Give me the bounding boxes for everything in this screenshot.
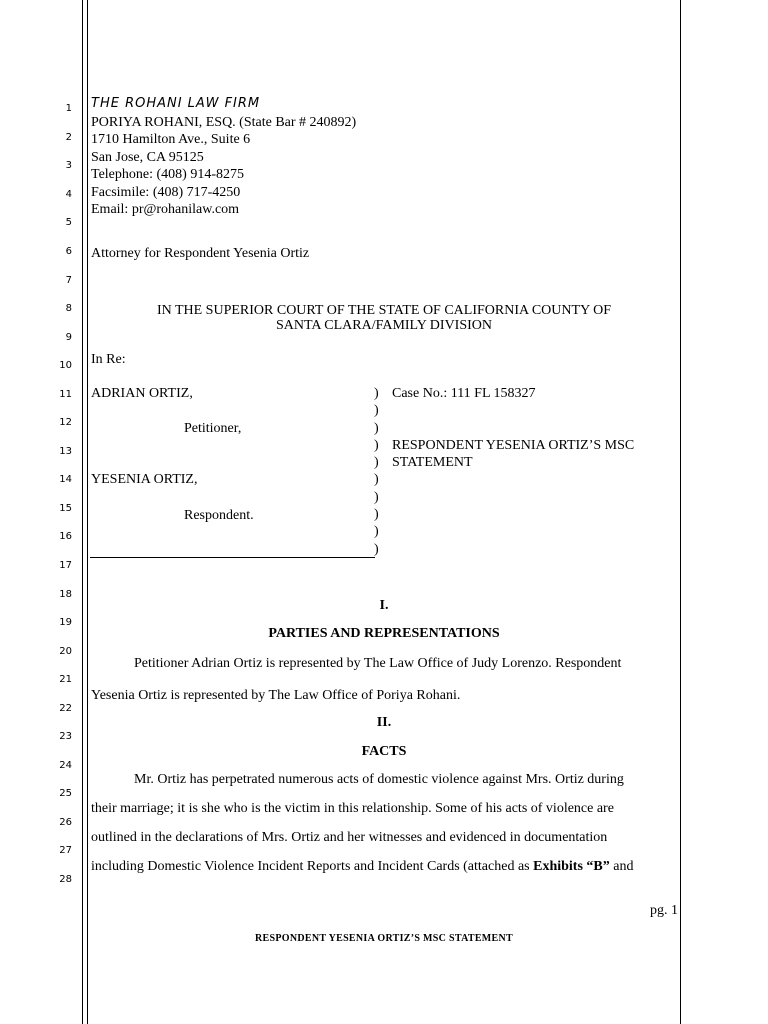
caption-paren: )	[374, 472, 379, 487]
caption-paren: )	[374, 507, 379, 522]
caption-paren: )	[374, 542, 379, 557]
line-number: 11	[59, 389, 72, 400]
line-number: 24	[59, 760, 72, 771]
caption-paren: )	[374, 421, 379, 436]
line-number: 13	[59, 446, 72, 457]
court-title-line-1: IN THE SUPERIOR COURT OF THE STATE OF CALIFORNIA COUNTY OF	[156, 303, 612, 318]
line-number: 1	[65, 103, 72, 114]
caption-paren: )	[374, 524, 379, 539]
petitioner-role: Petitioner,	[184, 421, 242, 436]
line-number: 23	[59, 731, 72, 742]
section-2-paragraph-line-2: their marriage; it is she who is the victim in this relationship. Some of his acts of violence are	[91, 801, 614, 816]
line-number: 16	[59, 531, 72, 542]
section-1-number: I.	[379, 598, 389, 613]
line-number: 15	[59, 503, 72, 514]
in-re-label: In Re:	[91, 352, 126, 367]
section-2-heading: FACTS	[361, 744, 407, 759]
section-2-number: II.	[376, 715, 392, 730]
line-number: 26	[59, 817, 72, 828]
page-number: pg. 1	[650, 903, 678, 918]
line-number: 2	[65, 132, 72, 143]
line-number: 7	[65, 275, 72, 286]
respondent-name: YESENIA ORTIZ,	[91, 472, 198, 487]
left-margin-rule-outer	[82, 0, 83, 1024]
attorney-for-line: Attorney for Respondent Yesenia Ortiz	[91, 246, 310, 261]
line-number: 10	[59, 360, 72, 371]
line-number: 14	[59, 474, 72, 485]
section-1-paragraph-line-1: Petitioner Adrian Ortiz is represented by The Law Office of Judy Lorenzo. Respondent	[134, 656, 622, 671]
right-margin-rule	[680, 0, 681, 1024]
exhibit-reference: Exhibits “B”	[533, 859, 610, 874]
section-2-line-4-text: including Domestic Violence Incident Reports and Incident Cards (attached as	[91, 859, 530, 874]
line-number: 9	[65, 332, 72, 343]
line-number: 8	[65, 303, 72, 314]
line-number: 5	[65, 217, 72, 228]
petitioner-name: ADRIAN ORTIZ,	[91, 386, 193, 401]
email-line: Email: pr@rohanilaw.com	[91, 202, 240, 217]
section-2-line-4-end: and	[613, 859, 634, 874]
firm-name: THE ROHANI LAW FIRM	[91, 96, 261, 111]
address-line-1: 1710 Hamilton Ave., Suite 6	[91, 132, 251, 147]
line-number: 21	[59, 674, 72, 685]
line-number: 25	[59, 788, 72, 799]
court-title-line-2: SANTA CLARA/FAMILY DIVISION	[275, 318, 493, 333]
document-title-line-1: RESPONDENT YESENIA ORTIZ’S MSC	[392, 438, 635, 453]
caption-paren: )	[374, 386, 379, 401]
attorney-name-line: PORIYA ROHANI, ESQ. (State Bar # 240892)	[91, 115, 357, 130]
line-number: 27	[59, 845, 72, 856]
line-number: 3	[65, 160, 72, 171]
line-number: 4	[65, 189, 72, 200]
section-1-paragraph-line-2: Yesenia Ortiz is represented by The Law Office of Poriya Rohani.	[91, 688, 461, 703]
line-number: 17	[59, 560, 72, 571]
facsimile-line: Facsimile: (408) 717-4250	[91, 185, 241, 200]
line-number: 6	[65, 246, 72, 257]
address-line-2: San Jose, CA 95125	[91, 150, 204, 165]
line-number: 19	[59, 617, 72, 628]
caption-underline	[90, 557, 375, 558]
section-2-paragraph-line-1: Mr. Ortiz has perpetrated numerous acts of domestic violence against Mrs. Ortiz during	[134, 772, 624, 787]
respondent-role: Respondent.	[184, 508, 254, 523]
line-number: 12	[59, 417, 72, 428]
line-number: 22	[59, 703, 72, 714]
line-number: 28	[59, 874, 72, 885]
caption-paren: )	[374, 403, 379, 418]
line-number: 20	[59, 646, 72, 657]
case-number: Case No.: 111 FL 158327	[392, 386, 536, 401]
line-number: 18	[59, 589, 72, 600]
section-1-heading: PARTIES AND REPRESENTATIONS	[268, 626, 500, 641]
telephone-line: Telephone: (408) 914-8275	[91, 167, 244, 182]
caption-paren: )	[374, 490, 379, 505]
document-title-line-2: STATEMENT	[392, 455, 473, 470]
footer-document-title: RESPONDENT YESENIA ORTIZ’S MSC STATEMENT	[254, 933, 513, 944]
section-2-paragraph-line-4	[91, 858, 633, 875]
caption-paren: )	[374, 455, 379, 470]
section-2-paragraph-line-3: outlined in the declarations of Mrs. Ortiz and her witnesses and evidenced in documentation	[91, 830, 608, 845]
left-margin-rule-inner	[87, 0, 88, 1024]
caption-paren: )	[374, 438, 379, 453]
